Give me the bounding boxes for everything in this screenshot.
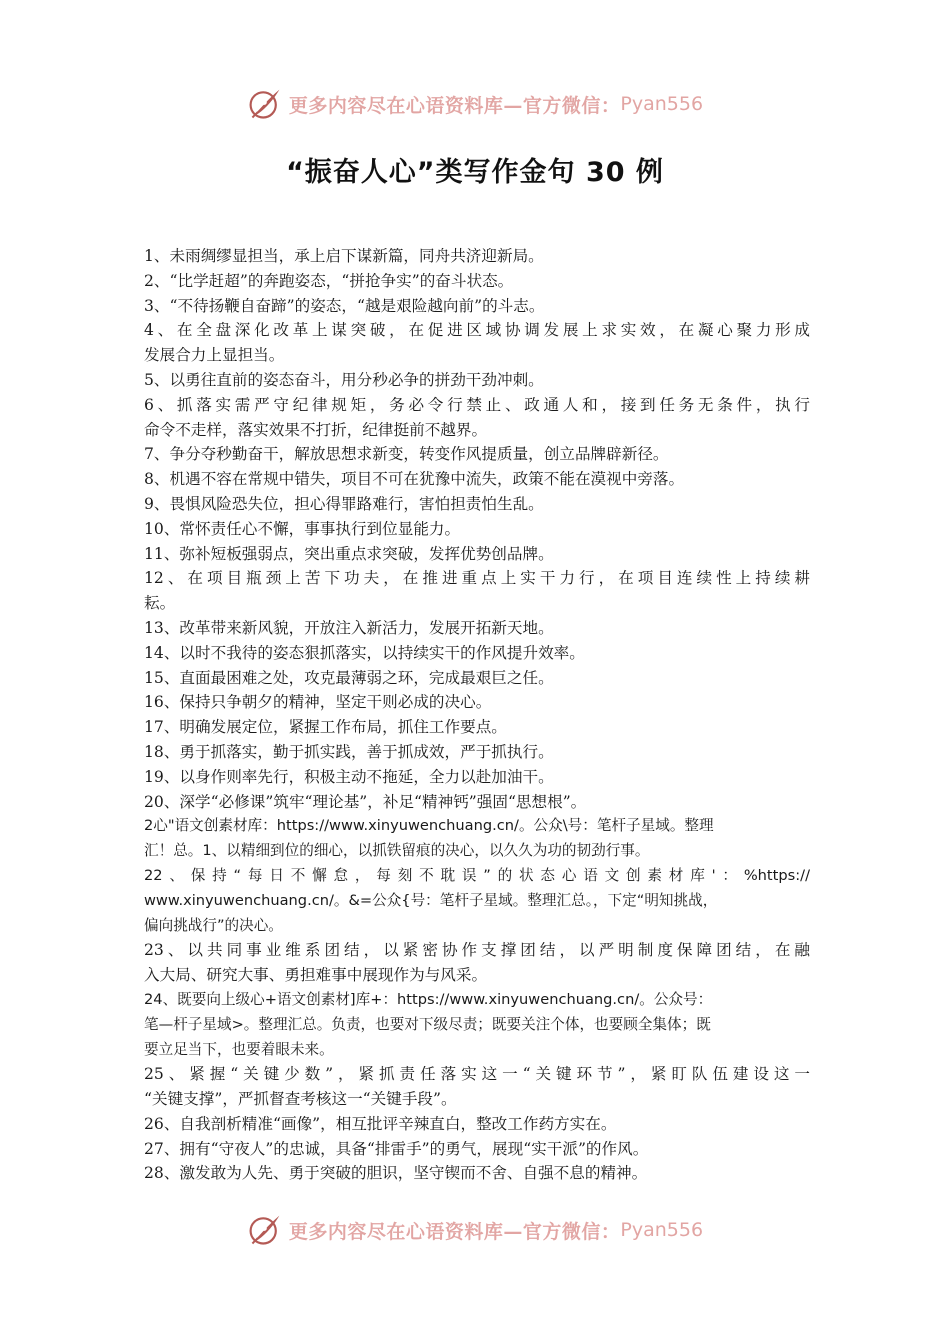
text-line: 14、以时不我待的姿态狠抓落实，以持续实干的作风提升效率。 bbox=[144, 643, 585, 662]
text-line: 汇！总。1、以精细到位的细心，以抓铁留痕的决心，以久久为功的韧劲行事。 bbox=[144, 842, 650, 860]
text-line: 2、“比学赶超”的奔跑姿态，“拼抢争实”的奋斗状态。 bbox=[144, 271, 514, 290]
text-line: 5、以勇往直前的姿态奋斗，用分秒必争的拼劲干劲冲刺。 bbox=[144, 370, 544, 389]
text-line: 发展合力上显担当。 bbox=[144, 346, 285, 365]
text-line: 3、“不待扬鞭自奋蹄”的姿态，“越是艰险越向前”的斗志。 bbox=[144, 296, 545, 315]
document-body bbox=[144, 244, 810, 1186]
text-line: 7、争分夺秒勤奋干，解放思想求新变，转变作风提质量，创立品牌辟新径。 bbox=[144, 445, 669, 464]
text-line: 12、在项目瓶颈上苦下功夫，在推进重点上实干力行，在项目连续性上持续耕 bbox=[144, 569, 810, 588]
text-line: 18、勇于抓落实，勤于抓实践，善于抓成效，严于抓执行。 bbox=[144, 742, 554, 761]
text-line: 8、机遇不容在常规中错失，项目不可在犹豫中流失，政策不能在漠视中旁落。 bbox=[144, 470, 685, 489]
header-banner bbox=[0, 82, 950, 126]
text-line: 25、紧握“关键少数”，紧抓责任落实这一“关键环节”，紧盯队伍建设这一 bbox=[144, 1065, 810, 1084]
text-line: 19、以身作则率先行，积极主动不拖延，全力以赴加油干。 bbox=[144, 767, 554, 786]
text-line: 入大局、研究大事、勇担难事中展现作为与风采。 bbox=[144, 966, 488, 985]
text-line: 4、在全盘深化改革上谋突破，在促进区域协调发展上求实效，在凝心聚力形成 bbox=[144, 321, 810, 340]
text-line: 1、未雨绸缪显担当，承上启下谋新篇，同舟共济迎新局。 bbox=[144, 247, 544, 265]
text-line: 10、常怀责任心不懈，事事执行到位显能力。 bbox=[144, 519, 461, 538]
banner-text: 更多内容尽在心语资料库—官方微信： bbox=[288, 94, 621, 117]
text-line: 27、拥有“守夜人”的忠诚，具备“排雷手”的勇气，展现“实干派”的作风。 bbox=[144, 1139, 649, 1158]
text-line: 偏向挑战行”的决心。 bbox=[144, 916, 283, 934]
text-line: 13、改革带来新风貌，开放注入新活力，发展开拓新天地。 bbox=[144, 618, 554, 637]
text-line: 11、弥补短板强弱点，突出重点求突破，发挥优势创品牌。 bbox=[144, 544, 554, 563]
text-line: 22、保持“每日不懈怠，每刻不耽误”的状态心语文创素材库'：%https:// bbox=[144, 866, 810, 884]
text-line: 23、以共同事业维系团结，以紧密协作支撑团结，以严明制度保障团结，在融 bbox=[144, 941, 810, 960]
text-line: 20、深学“必修课”筑牢“理论基”，补足“精神钙”强固“思想根”。 bbox=[144, 792, 587, 811]
text-line: 28、激发敢为人先、勇于突破的胆识，坚守锲而不舍、自强不息的精神。 bbox=[144, 1164, 648, 1183]
text-line: 17、明确发展定位，紧握工作布局，抓住工作要点。 bbox=[144, 718, 507, 737]
text-line: 9、畏惧风险恐失位，担心得罪路难行，害怕担责怕生乱。 bbox=[144, 494, 544, 513]
text-line: 15、直面最困难之处，攻克最薄弱之环，完成最艰巨之任。 bbox=[144, 668, 554, 687]
text-line: 16、保持只争朝夕的精神，坚定干则必成的决心。 bbox=[144, 693, 492, 712]
document-title: “振奋人心”类写作金句 30 例 bbox=[286, 157, 664, 188]
text-line: 笔—杆子星域>。整理汇总。负责，也要对下级尽责；既要关注个体，也要顾全集体；既 bbox=[144, 1015, 711, 1033]
banner-wechat-handle: Pyan556 bbox=[620, 93, 704, 115]
text-line: 要立足当下，也要着眼未来。 bbox=[144, 1040, 334, 1058]
text-line: 耘。 bbox=[144, 594, 176, 613]
text-line: 6、抓落实需严守纪律规矩，务必令行禁止、政通人和，接到任务无条件，执行 bbox=[144, 395, 810, 414]
text-line: www.xinyuwenchuang.cn/。&=公众{号：笔杆子星域。整理汇总。，下定“明知挑战， bbox=[144, 891, 718, 909]
quill-logo-icon bbox=[247, 86, 283, 122]
quill-logo-icon bbox=[247, 1212, 283, 1248]
text-line: 2心"语文创素材库：https://www.xinyuwenchuang.cn/。公众\号：笔杆子星域。整理 bbox=[144, 817, 714, 835]
banner-text: 更多内容尽在心语资料库—官方微信： bbox=[288, 1220, 621, 1243]
text-line: 26、自我剖析精准“画像”，相互批评辛辣直白，整改工作药方实在。 bbox=[144, 1114, 617, 1133]
text-line: “关键支撑”，严抓督查考核这一“关键手段”。 bbox=[144, 1090, 457, 1109]
text-line: 24、既要向上级心+语文创素材]库+：https://www.xinyuwenchuang.cn/。公众号： bbox=[144, 990, 713, 1008]
banner-wechat-handle: Pyan556 bbox=[620, 1219, 704, 1241]
footer-banner bbox=[0, 1208, 950, 1252]
text-line: 命令不走样，落实效果不打折，纪律挺前不越界。 bbox=[144, 420, 488, 439]
